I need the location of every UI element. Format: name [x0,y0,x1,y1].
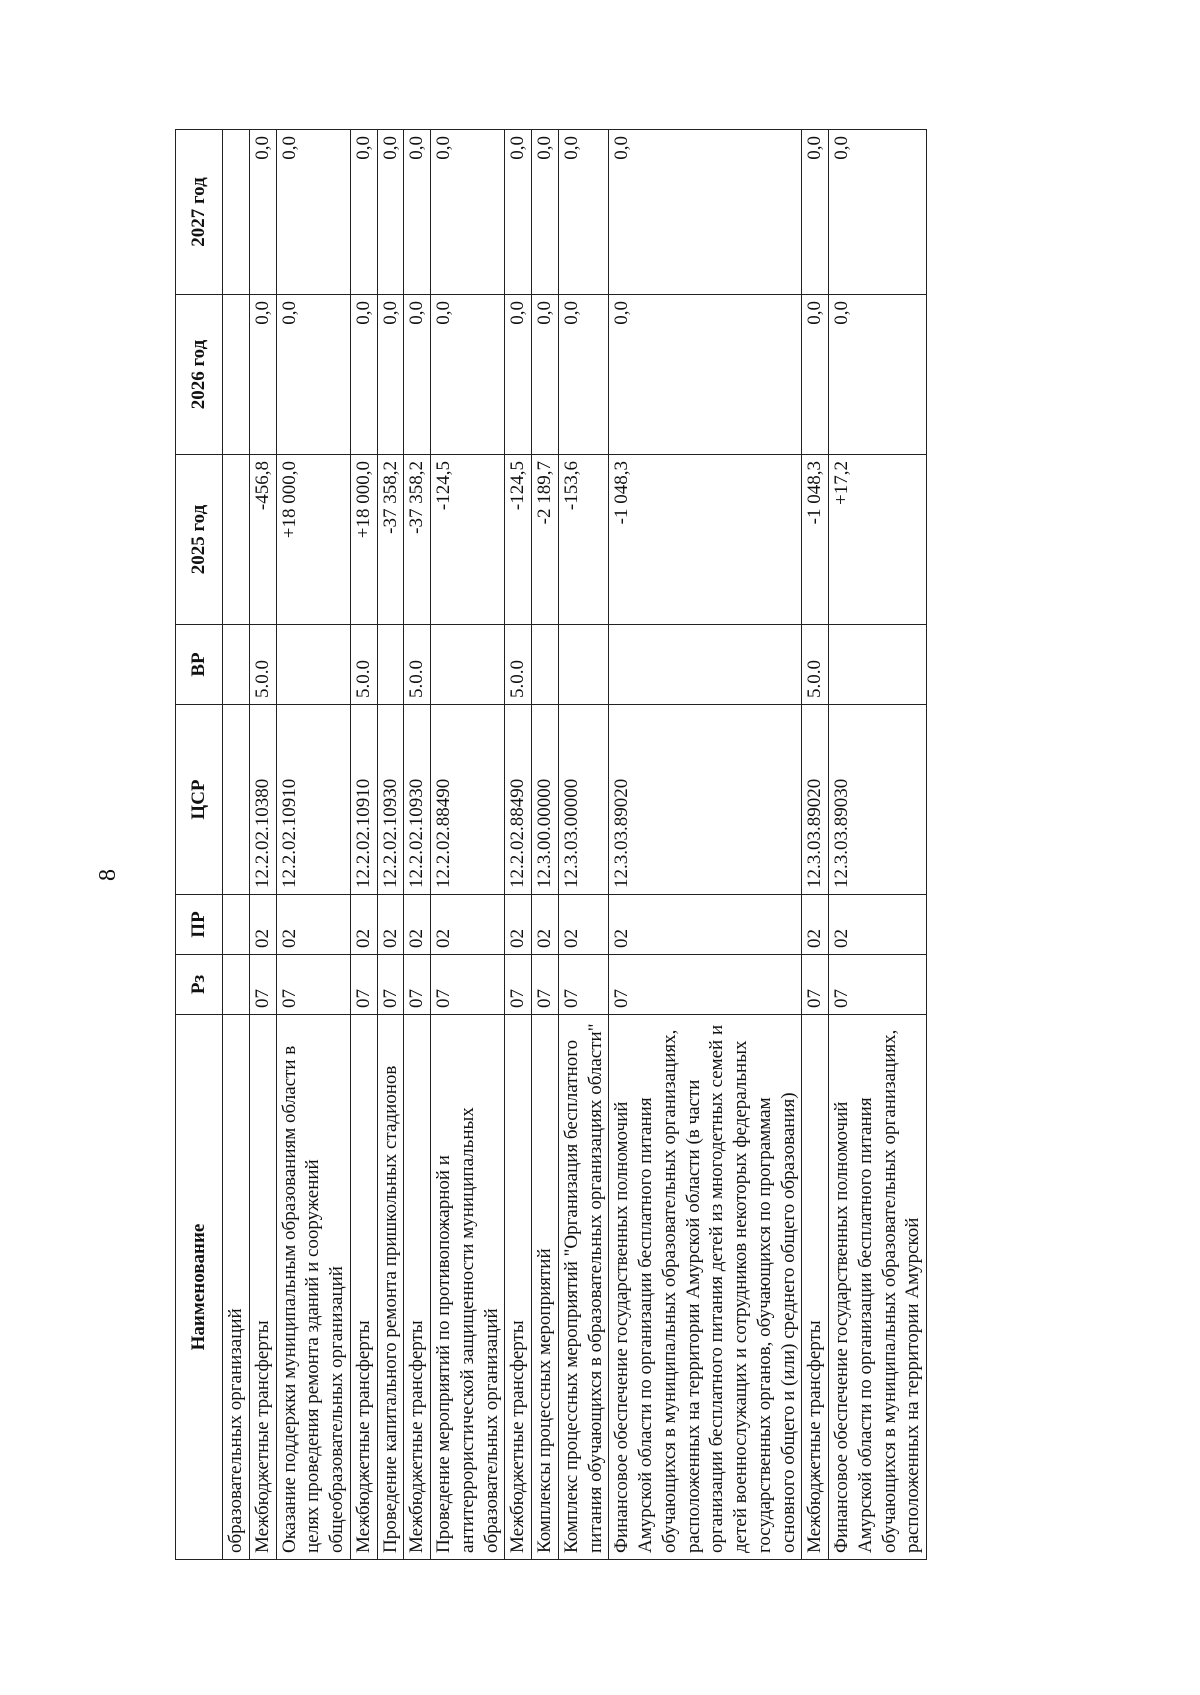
cell-2025: -37 358,2 [404,455,431,625]
cell-2026: 0,0 [505,295,532,455]
cell-2025: -124,5 [431,455,505,625]
cell-name: Межбюджетные трансферты [802,1015,829,1560]
cell-csr: 12.3.00.00000 [532,705,559,895]
cell-rz: 07 [377,955,404,1015]
table-row [558,130,609,1560]
budget-table-container [175,130,1085,1560]
cell-name: Финансовое обеспечение государственных полномочий Амурской области по организации бесплатного питания обучающихся в муниципальных образовательных организациях, расположенных на территории Амурской [829,1015,927,1560]
cell-2025: -456,8 [249,455,276,625]
cell-rz [223,955,250,1015]
table-row [532,130,559,1560]
cell-pr: 02 [350,895,377,955]
cell-csr: 12.2.02.88490 [431,705,505,895]
cell-2027: 0,0 [558,130,609,295]
cell-2025: -153,6 [558,455,609,625]
cell-name: Финансовое обеспечение государственных полномочий Амурской области по организации бесплатного питания обучающихся в муниципальных образовательных организациях, расположенных на территории Амурской области (в части организации бесплатного питания детей из многодетных семей и детей военнослужащих и сотрудников некоторых федеральных государственных органов, обучающихся по программам основного общего и (или) среднего общего образования) [609,1015,802,1560]
cell-2026: 0,0 [532,295,559,455]
cell-name: Проведение мероприятий по противопожарной и антитеррористической защищенности муниципальных образовательных организаций [431,1015,505,1560]
cell-2026: 0,0 [609,295,802,455]
cell-2027 [223,130,250,295]
cell-vr: 5.0.0 [505,625,532,705]
cell-vr [558,625,609,705]
cell-rz: 07 [829,955,927,1015]
cell-rz: 07 [431,955,505,1015]
cell-name: Межбюджетные трансферты [505,1015,532,1560]
cell-name: Межбюджетные трансферты [404,1015,431,1560]
cell-vr: 5.0.0 [350,625,377,705]
cell-2027: 0,0 [404,130,431,295]
cell-2027: 0,0 [431,130,505,295]
cell-pr: 02 [558,895,609,955]
table-row [505,130,532,1560]
cell-2026: 0,0 [276,295,350,455]
cell-2026: 0,0 [431,295,505,455]
cell-name: Комплекс процессных мероприятий "Организация бесплатного питания обучающихся в образовательных организациях области" [558,1015,609,1560]
table-row [404,130,431,1560]
cell-2026: 0,0 [249,295,276,455]
cell-name: Межбюджетные трансферты [249,1015,276,1560]
cell-pr [223,895,250,955]
cell-2027: 0,0 [249,130,276,295]
cell-rz: 07 [350,955,377,1015]
cell-2026: 0,0 [350,295,377,455]
header-rz: Рз [176,955,223,1015]
cell-2027: 0,0 [505,130,532,295]
cell-pr: 02 [249,895,276,955]
cell-csr [223,705,250,895]
cell-2025: -1 048,3 [802,455,829,625]
cell-rz: 07 [505,955,532,1015]
cell-rz: 07 [558,955,609,1015]
cell-pr: 02 [609,895,802,955]
budget-table [175,129,927,1560]
page-number: 8 [94,869,121,881]
header-name: Наименование [176,1015,223,1560]
cell-rz: 07 [276,955,350,1015]
cell-pr: 02 [532,895,559,955]
cell-2025: -1 048,3 [609,455,802,625]
cell-vr: 5.0.0 [249,625,276,705]
cell-2026: 0,0 [802,295,829,455]
cell-2027: 0,0 [276,130,350,295]
cell-2027: 0,0 [802,130,829,295]
cell-2026: 0,0 [377,295,404,455]
table-row [802,130,829,1560]
cell-vr [829,625,927,705]
cell-csr: 12.2.02.10930 [404,705,431,895]
table-header-row [176,130,223,1560]
cell-2025: +17,2 [829,455,927,625]
cell-2025 [223,455,250,625]
cell-2025: -2 189,7 [532,455,559,625]
cell-vr [276,625,350,705]
cell-vr [377,625,404,705]
cell-csr: 12.2.02.10910 [350,705,377,895]
cell-name: Проведение капитального ремонта пришкольных стадионов [377,1015,404,1560]
cell-pr: 02 [377,895,404,955]
cell-rz: 07 [609,955,802,1015]
cell-csr: 12.3.03.89020 [802,705,829,895]
table-row [249,130,276,1560]
cell-2027: 0,0 [350,130,377,295]
cell-2027: 0,0 [829,130,927,295]
cell-csr: 12.2.02.88490 [505,705,532,895]
cell-name: образовательных организаций [223,1015,250,1560]
cell-2026: 0,0 [558,295,609,455]
header-vr: ВР [176,625,223,705]
table-row [431,130,505,1560]
cell-vr: 5.0.0 [404,625,431,705]
cell-pr: 02 [829,895,927,955]
cell-csr: 12.3.03.00000 [558,705,609,895]
cell-csr: 12.3.03.89030 [829,705,927,895]
cell-pr: 02 [431,895,505,955]
cell-2025: -124,5 [505,455,532,625]
header-2026: 2026 год [176,295,223,455]
table-row [223,130,250,1560]
cell-2027: 0,0 [609,130,802,295]
cell-rz: 07 [532,955,559,1015]
cell-csr: 12.2.02.10380 [249,705,276,895]
cell-csr: 12.3.03.89020 [609,705,802,895]
header-pr: ПР [176,895,223,955]
cell-csr: 12.2.02.10910 [276,705,350,895]
cell-2027: 0,0 [377,130,404,295]
header-2027: 2027 год [176,130,223,295]
cell-2026: 0,0 [404,295,431,455]
table-row [609,130,802,1560]
cell-rz: 07 [249,955,276,1015]
header-csr: ЦСР [176,705,223,895]
cell-name: Межбюджетные трансферты [350,1015,377,1560]
cell-vr [431,625,505,705]
cell-vr [532,625,559,705]
cell-2027: 0,0 [532,130,559,295]
cell-pr: 02 [802,895,829,955]
cell-name: Комплексы процессных мероприятий [532,1015,559,1560]
cell-pr: 02 [276,895,350,955]
cell-name: Оказание поддержки муниципальным образованиям области в целях проведения ремонта зданий и сооружений общеобразовательных организаций [276,1015,350,1560]
cell-2025: +18 000,0 [276,455,350,625]
cell-pr: 02 [505,895,532,955]
cell-vr [223,625,250,705]
cell-2025: +18 000,0 [350,455,377,625]
cell-2025: -37 358,2 [377,455,404,625]
cell-vr: 5.0.0 [802,625,829,705]
cell-rz: 07 [404,955,431,1015]
cell-csr: 12.2.02.10930 [377,705,404,895]
cell-2026 [223,295,250,455]
cell-vr [609,625,802,705]
table-row [276,130,350,1560]
cell-rz: 07 [802,955,829,1015]
cell-2026: 0,0 [829,295,927,455]
cell-pr: 02 [404,895,431,955]
table-row [829,130,927,1560]
header-2025: 2025 год [176,455,223,625]
table-row [350,130,377,1560]
table-row [377,130,404,1560]
